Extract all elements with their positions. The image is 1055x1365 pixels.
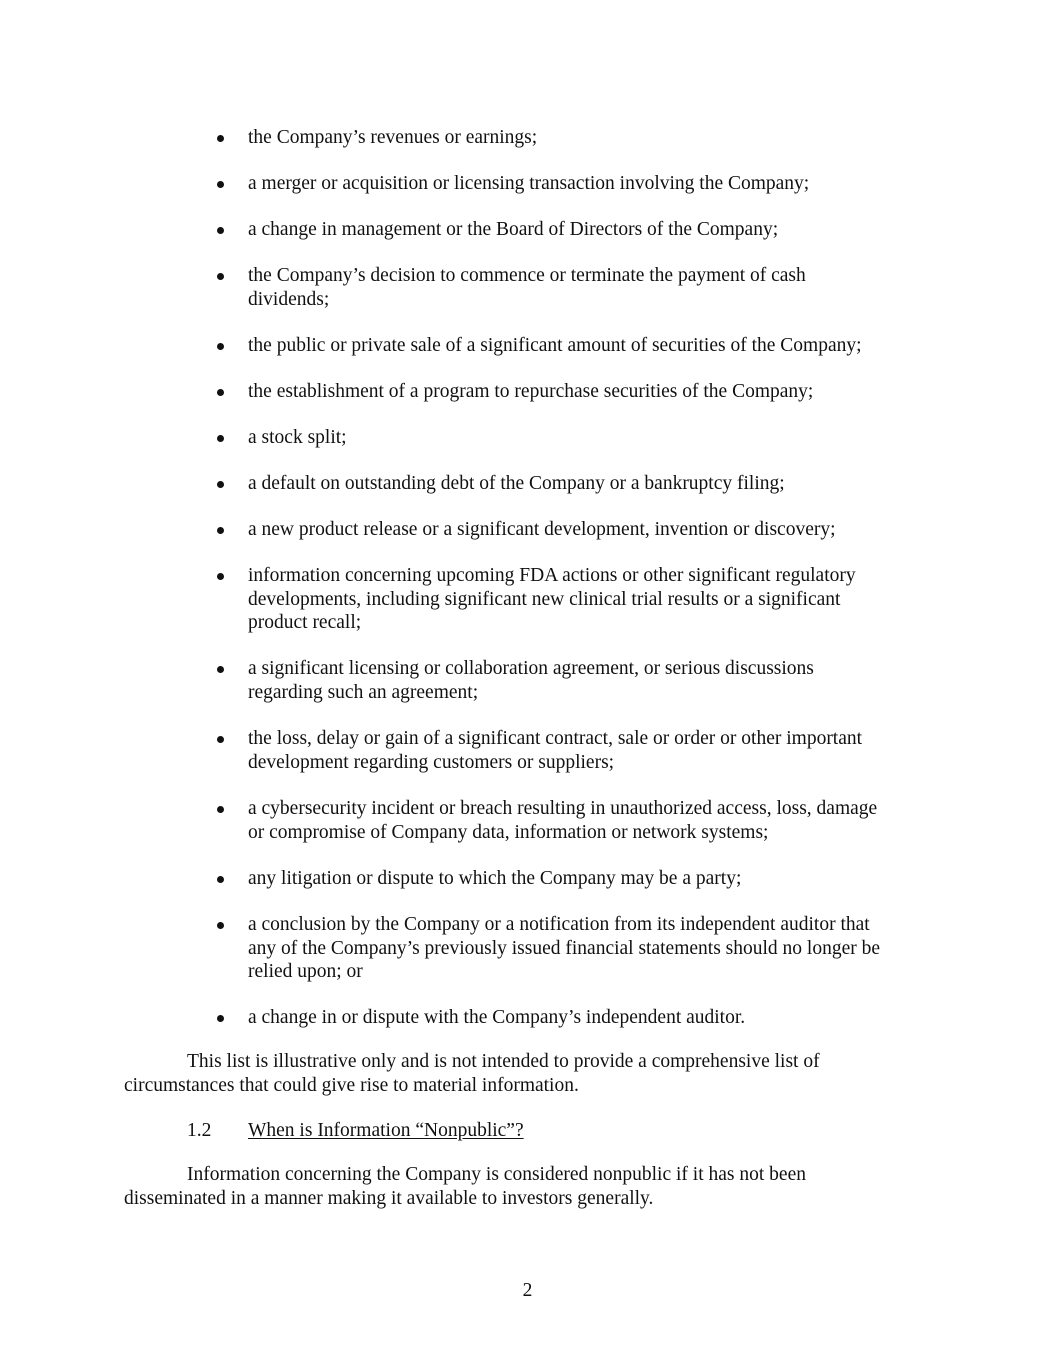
bullet-icon xyxy=(217,1015,224,1022)
list-item-text: product recall; xyxy=(248,612,362,633)
section-number: 1.2 xyxy=(187,1120,212,1141)
bullet-icon xyxy=(217,435,224,442)
bullet-icon xyxy=(217,343,224,350)
bullet-icon xyxy=(217,527,224,534)
list-item-text: or compromise of Company data, information or network systems; xyxy=(248,821,769,843)
list-item-text: a change in or dispute with the Company’s independent auditor. xyxy=(248,1007,746,1028)
list-item-text: a significant licensing or collaboration agreement, or serious discussions xyxy=(248,658,814,679)
bullet-icon xyxy=(217,135,224,142)
section-title: When is Information “Nonpublic”? xyxy=(248,1120,524,1141)
bullet-icon xyxy=(217,227,224,234)
list-item-text: a new product release or a significant development, invention or discovery; xyxy=(248,519,836,540)
list-item-text: a default on outstanding debt of the Company or a bankruptcy filing; xyxy=(248,473,785,494)
list-item-text: any litigation or dispute to which the Company may be a party; xyxy=(248,868,742,889)
list-item-text: development regarding customers or suppliers; xyxy=(248,751,615,773)
list-item-text: relied upon; or xyxy=(248,961,363,982)
bullet-icon xyxy=(217,876,224,883)
section-paragraph xyxy=(124,1163,924,1210)
list-item-text: the establishment of a program to repurchase securities of the Company; xyxy=(248,381,814,402)
list-item-text: a change in management or the Board of Directors of the Company; xyxy=(248,219,779,240)
bullet-icon xyxy=(217,181,224,188)
list-item-text: a cybersecurity incident or breach resulting in unauthorized access, loss, damage xyxy=(248,798,878,819)
paragraph-line: Information concerning the Company is considered nonpublic if it has not been xyxy=(187,1164,806,1185)
list-item-text: a conclusion by the Company or a notification from its independent auditor that xyxy=(248,914,870,935)
paragraph-line: This list is illustrative only and is not intended to provide a comprehensive list of xyxy=(187,1051,820,1072)
section-heading xyxy=(187,1119,524,1143)
paragraph-line: circumstances that could give rise to material information. xyxy=(124,1074,579,1096)
list-item-text: a stock split; xyxy=(248,427,347,448)
list-item-text: the public or private sale of a significant amount of securities of the Company; xyxy=(248,335,862,356)
list-item-text: the Company’s decision to commence or terminate the payment of cash xyxy=(248,265,806,286)
list-item-text: the Company’s revenues or earnings; xyxy=(248,127,538,148)
page-number: 2 xyxy=(522,1280,533,1301)
list-item-text: regarding such an agreement; xyxy=(248,681,479,703)
list-item-text: dividends; xyxy=(248,288,330,310)
bullet-icon xyxy=(217,666,224,673)
bullet-icon xyxy=(217,389,224,396)
closing-paragraph xyxy=(124,1050,924,1097)
bullet-icon xyxy=(217,806,224,813)
bullet-icon xyxy=(217,481,224,488)
list-item-text: the loss, delay or gain of a significant contract, sale or order or other important xyxy=(248,728,863,749)
bullet-icon xyxy=(217,573,224,580)
bullet-icon xyxy=(217,736,224,743)
list-item-text: any of the Company’s previously issued financial statements should no longer be xyxy=(248,937,881,959)
bullet-icon xyxy=(217,922,224,929)
bullet-icon xyxy=(217,273,224,280)
list-item-text: information concerning upcoming FDA actions or other significant regulatory xyxy=(248,565,856,586)
list-item-text: developments, including significant new clinical trial results or a significant xyxy=(248,588,841,610)
list-item-text: a merger or acquisition or licensing transaction involving the Company; xyxy=(248,173,810,194)
paragraph-line: disseminated in a manner making it available to investors generally. xyxy=(124,1187,654,1209)
